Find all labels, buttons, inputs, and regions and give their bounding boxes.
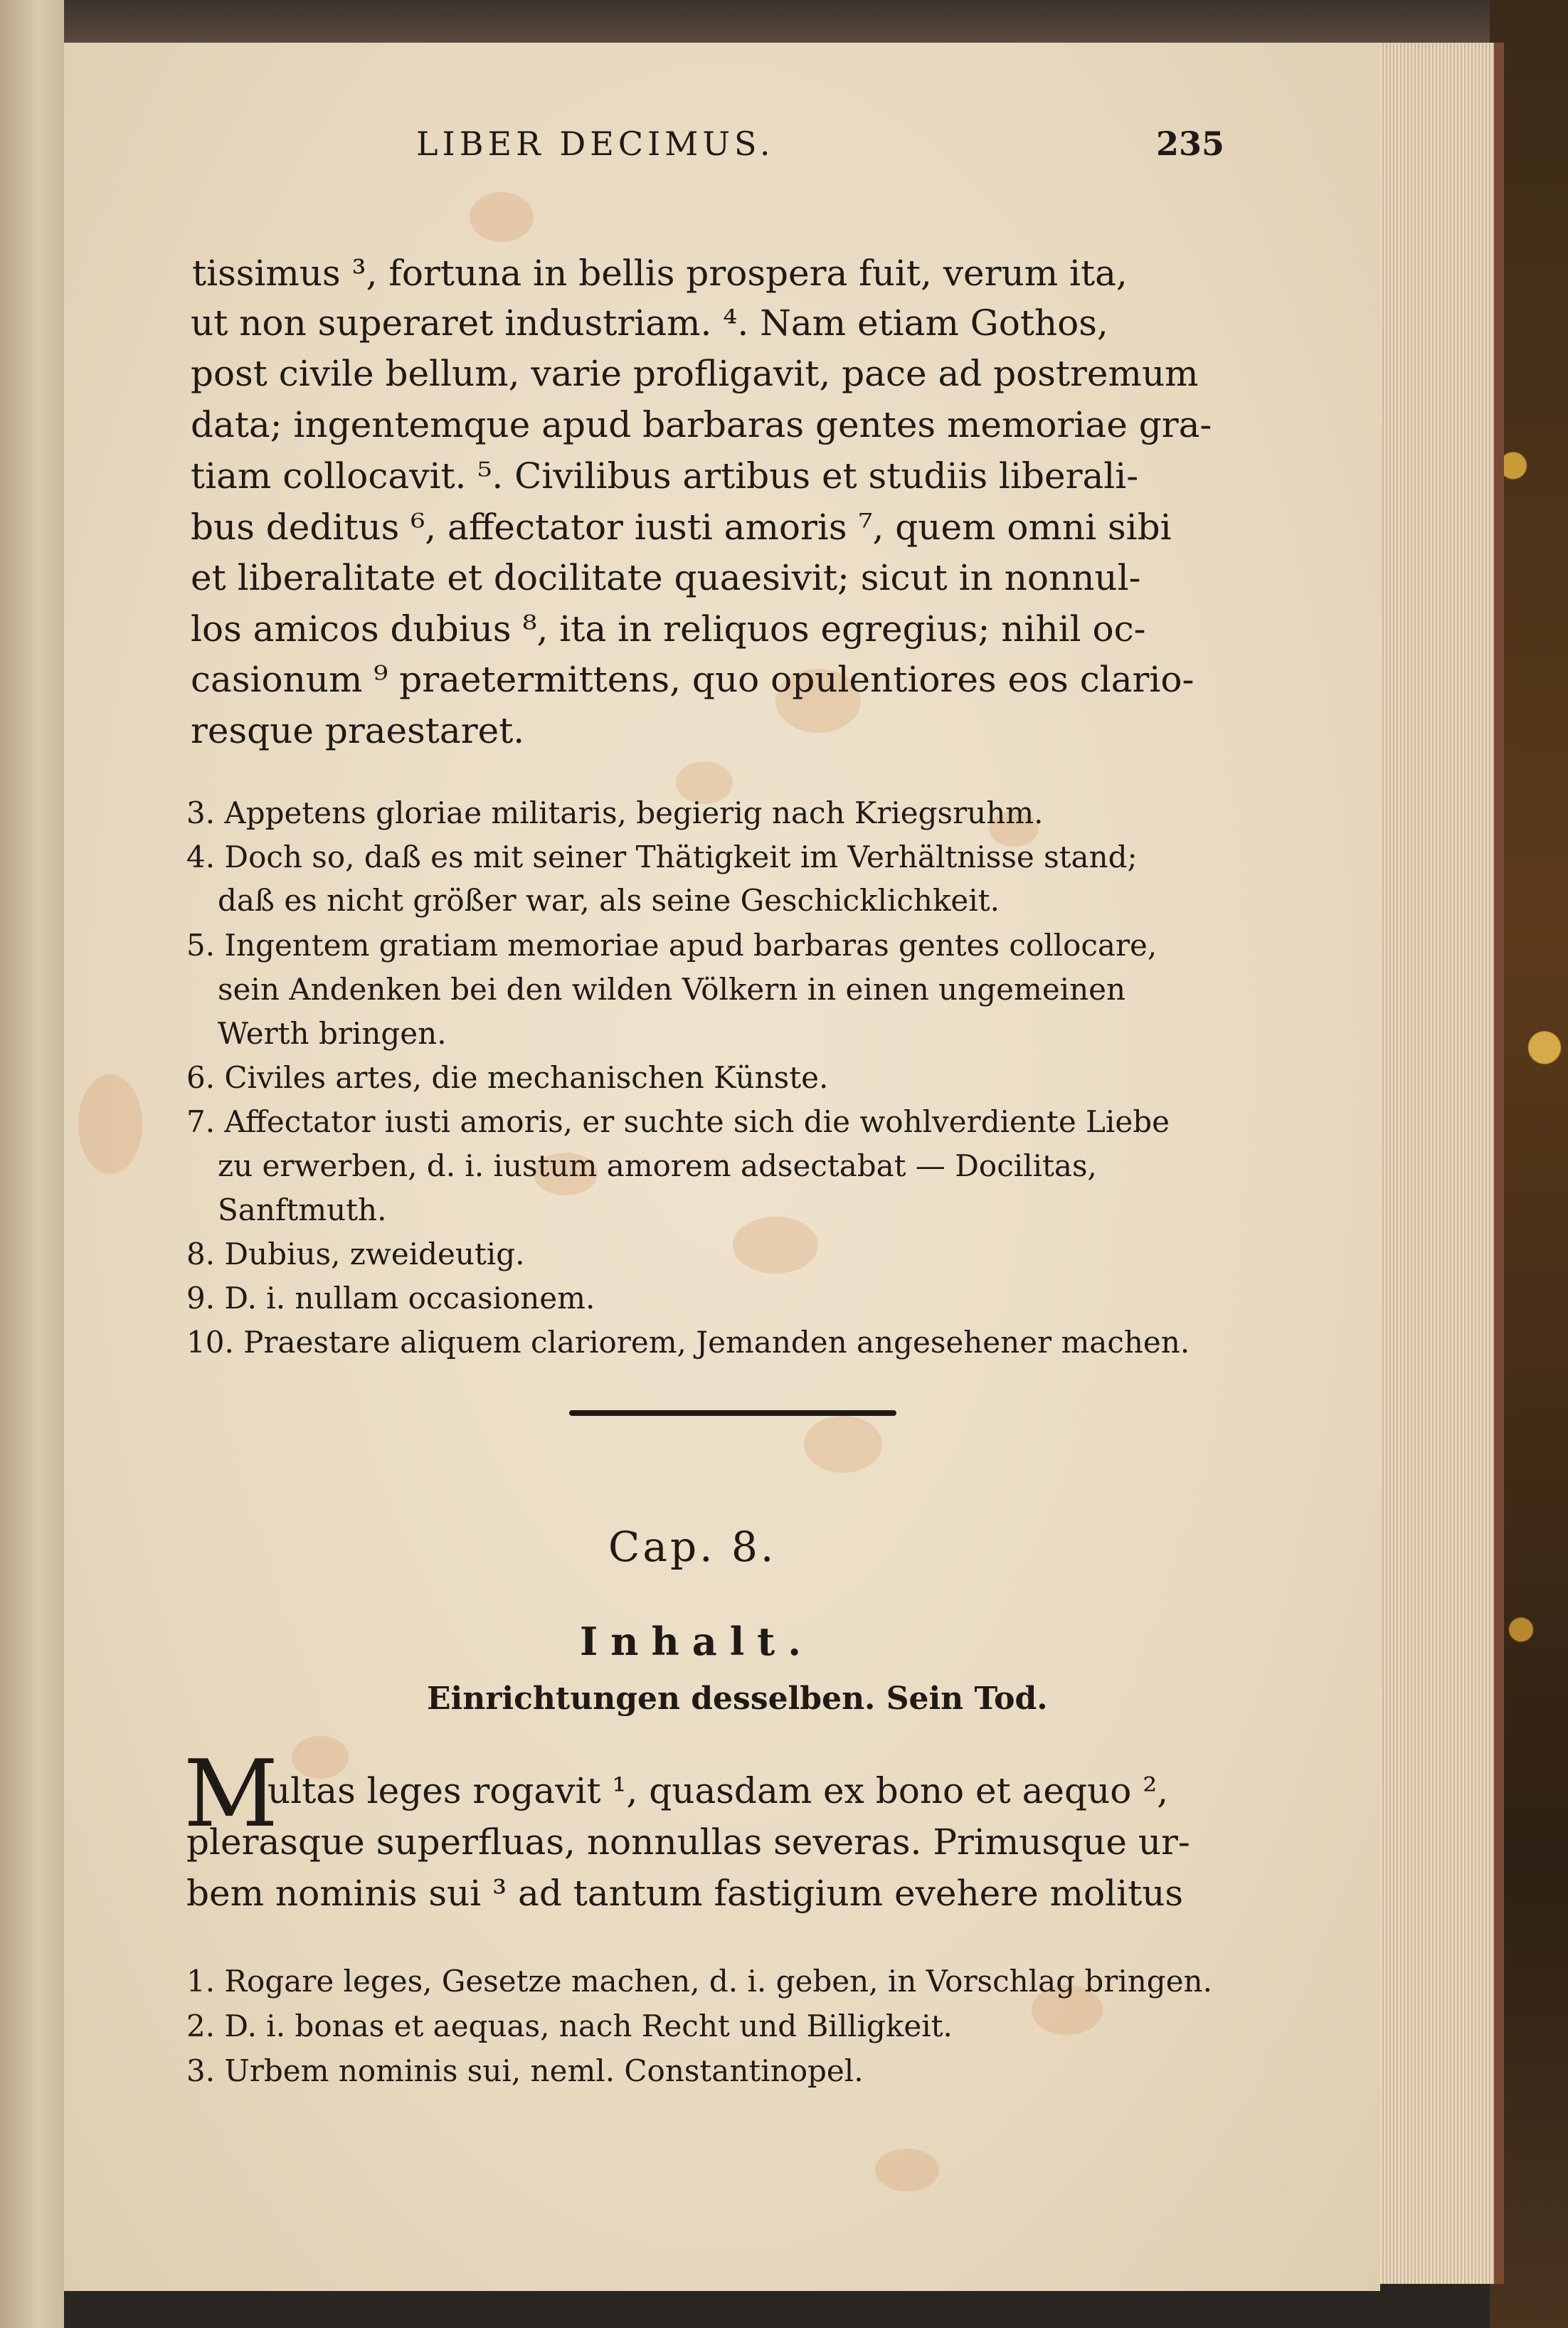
footnote-line: 5. Ingentem gratiam memoriae apud barbaras gentes collocare, (186, 928, 1158, 963)
page-stack-edge (1380, 43, 1504, 2284)
footnote-line: 4. Doch so, daß es mit seiner Thätigkeit im Verhältnisse stand; (186, 840, 1138, 874)
page-number: 235 (1156, 125, 1225, 163)
inhalt-title: Inhalt. (580, 1619, 815, 1664)
section-divider (569, 1410, 896, 1416)
body-line: data; ingentemque apud barbaras gentes memoriae gra- (191, 404, 1212, 445)
body-line: ut non superaret industriam. ⁴. Nam etiam Gothos, (191, 302, 1108, 344)
footnote-line: daß es nicht größer war, als seine Geschicklichkeit. (218, 883, 1000, 918)
body-line: plerasque superfluas, nonnullas severas. Primusque ur- (186, 1821, 1190, 1863)
body-line: tissimus ³, fortuna in bellis prospera fuit, verum ita, (192, 253, 1128, 294)
body-line: resque praestaret. (191, 710, 525, 751)
body-line: bem nominis sui ³ ad tantum fastigium evehere molitus (186, 1873, 1184, 1914)
footnote-line: 10. Praestare aliquem clariorem, Jemanden angesehener machen. (186, 1325, 1190, 1360)
footnote-line: 7. Affectator iusti amoris, er suchte sich die wohlverdiente Liebe (186, 1104, 1170, 1139)
footnote-line: 6. Civiles artes, die mechanischen Künste. (186, 1060, 829, 1095)
footnote-line: zu erwerben, d. i. iustum amorem adsectabat — Docilitas, (218, 1148, 1097, 1183)
body-line: tiam collocavit. ⁵. Civilibus artibus et studiis liberali- (191, 455, 1139, 497)
body-line: bus deditus ⁶, affectator iusti amoris ⁷, quem omni sibi (191, 507, 1172, 548)
footnote-line: 9. D. i. nullam occasionem. (186, 1281, 595, 1316)
previous-page-edge (0, 0, 64, 2328)
body-line: post civile bellum, varie profligavit, pace ad postremum (191, 353, 1199, 394)
footnote-line: 3. Urbem nominis sui, neml. Constantinopel. (186, 2053, 864, 2088)
body-line: los amicos dubius ⁸, ita in reliquos egregius; nihil oc- (191, 608, 1146, 650)
chapter-title: Cap. 8. (608, 1523, 777, 1571)
footnote-line: 3. Appetens gloriae militaris, begierig nach Kriegsruhm. (186, 795, 1044, 830)
footnote-line: sein Andenken bei den wilden Völkern in einen ungemeinen (218, 972, 1126, 1007)
running-header: LIBER DECIMUS. (416, 125, 775, 163)
body-line: ultas leges rogavit ¹, quasdam ex bono et aequo ², (267, 1770, 1169, 1811)
footnote-line: Werth bringen. (218, 1016, 447, 1051)
inhalt-summary: Einrichtungen desselben. Sein Tod. (427, 1681, 1048, 1717)
footnote-line: Sanftmuth. (218, 1192, 387, 1227)
footnote-line: 1. Rogare leges, Gesetze machen, d. i. geben, in Vorschlag bringen. (186, 1964, 1212, 1999)
footnote-line: 2. D. i. bonas et aequas, nach Recht und Billigkeit. (186, 2009, 953, 2043)
body-line: et liberalitate et docilitate quaesivit; sicut in nonnul- (191, 557, 1141, 598)
book-cover-top (0, 0, 1568, 43)
footnote-line: 8. Dubius, zweideutig. (186, 1237, 525, 1271)
drop-cap: M (184, 1740, 279, 1848)
body-line: casionum ⁹ praetermittens, quo opulentiores eos clario- (191, 659, 1194, 700)
